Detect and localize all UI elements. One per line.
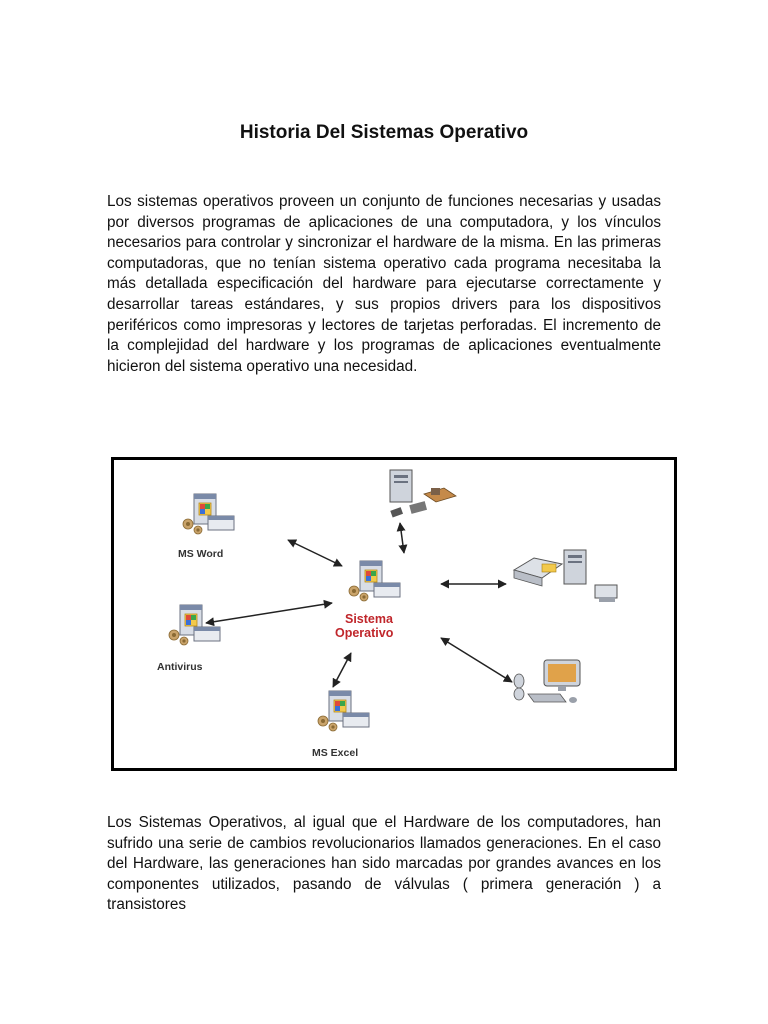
center-label-line1: Sistema xyxy=(345,612,393,626)
desktop-pc-icon xyxy=(514,660,580,703)
antivirus-app-icon xyxy=(169,605,220,645)
printer-icon xyxy=(514,550,586,586)
paragraph-intro: Los sistemas operativos proveen un conjunto de funciones necesarias y usadas por diversos programas de aplicaciones de una computadora, y los vínculos necesarios para controlar y sincronizar el hardware de la misma. En las primeras computadoras, que no tenían sistema operativo cada programa necesitaba la más detallada especificación del hardware para ejecutarse correctamente y desarrollar tareas estándares, y sus propios drivers para los dispositivos periféricos como impresoras y lectores de tarjetas perforadas. El incremento de la complejidad del hardware y los programas de aplicaciones eventualmente hicieron del sistema operativo una necesidad. xyxy=(107,193,661,375)
computer-icon xyxy=(390,470,456,517)
ms-word-app-icon xyxy=(183,494,234,534)
ms-word-label: MS Word xyxy=(178,548,224,560)
page-title: Historia Del Sistemas Operativo xyxy=(239,122,529,143)
os-diagram xyxy=(111,457,677,771)
paragraph-generations: Los Sistemas Operativos, al igual que el Hardware de los computadores, han sufrido una serie de cambios revolucionarios llamados generaciones. En el caso del Hardware, las generaciones han sido marcadas por grandes avances en los componentes utilizados, pasando de válvulas ( primera generación ) a transistores xyxy=(107,814,661,914)
ms-excel-app-icon xyxy=(318,691,369,731)
os-center-icon xyxy=(349,561,400,601)
ms-excel-label: MS Excel xyxy=(312,747,359,759)
scanner-icon xyxy=(595,585,617,602)
center-label-line2: Operativo xyxy=(335,626,394,640)
antivirus-label: Antivirus xyxy=(157,661,203,673)
